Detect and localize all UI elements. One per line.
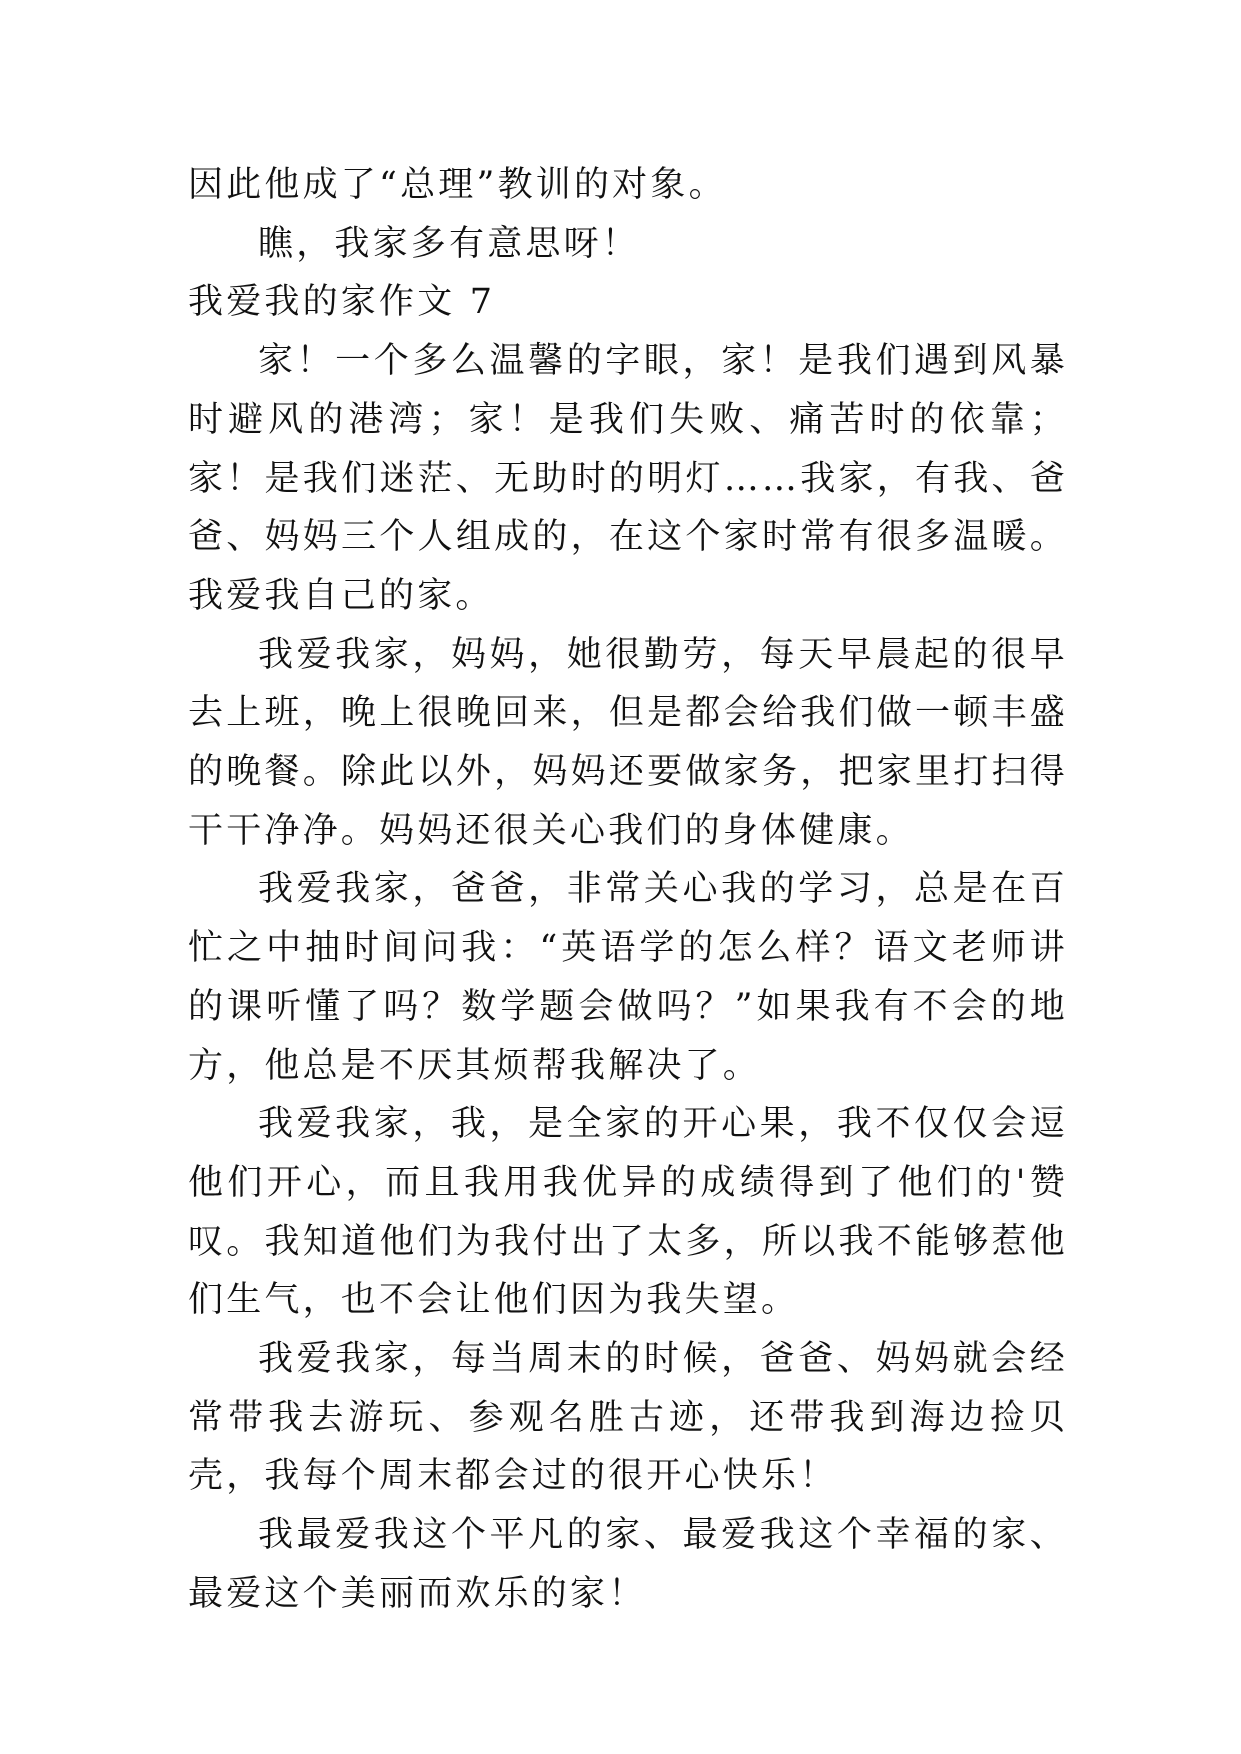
paragraph-5: 我爱我家，每当周末的时候，爸爸、妈妈就会经常带我去游玩、参观名胜古迹，还带我到海边捡贝壳，我每个周末都会过的很开心快乐！ [188,1339,1068,1497]
document-body [188,156,1068,1624]
paragraph-1: 家！一个多么温馨的字眼，家！是我们遇到风暴时避风的港湾；家！是我们失败、痛苦时的依靠；家！是我们迷茫、无助时的明灯……我家，有我、爸爸、妈妈三个人组成的，在这个家时常有很多温暖。我爱我自己的家。 [188,341,1068,616]
paragraph-6: 我最爱我这个平凡的家、最爱我这个幸福的家、最爱这个美丽而欢乐的家！ [188,1515,1068,1614]
paragraph-4: 我爱我家，我，是全家的开心果，我不仅仅会逗他们开心，而且我用我优异的成绩得到了他们的'赞叹。我知道他们为我付出了太多，所以我不能够惹他们生气，也不会让他们因为我失望。 [188,1104,1068,1321]
lead-paragraph: 因此他成了“总理”教训的对象。 [188,165,727,205]
paragraph-2: 我爱我家，妈妈，她很勤劳，每天早晨起的很早去上班，晚上很晚回来，但是都会给我们做一顿丰盛的晚餐。除此以外，妈妈还要做家务，把家里打扫得干干净净。妈妈还很关心我们的身体健康。 [188,634,1068,851]
essay-heading: 我爱我的家作文 7 [188,282,496,323]
paragraph-3: 我爱我家，爸爸，非常关心我的学习，总是在百忙之中抽时间问我：“英语学的怎么样？语文老师讲的课听懂了吗？数学题会做吗？”如果我有不会的地方，他总是不厌其烦帮我解决了。 [188,869,1068,1086]
closing-line: 瞧，我家多有意思呀！ [258,223,641,264]
